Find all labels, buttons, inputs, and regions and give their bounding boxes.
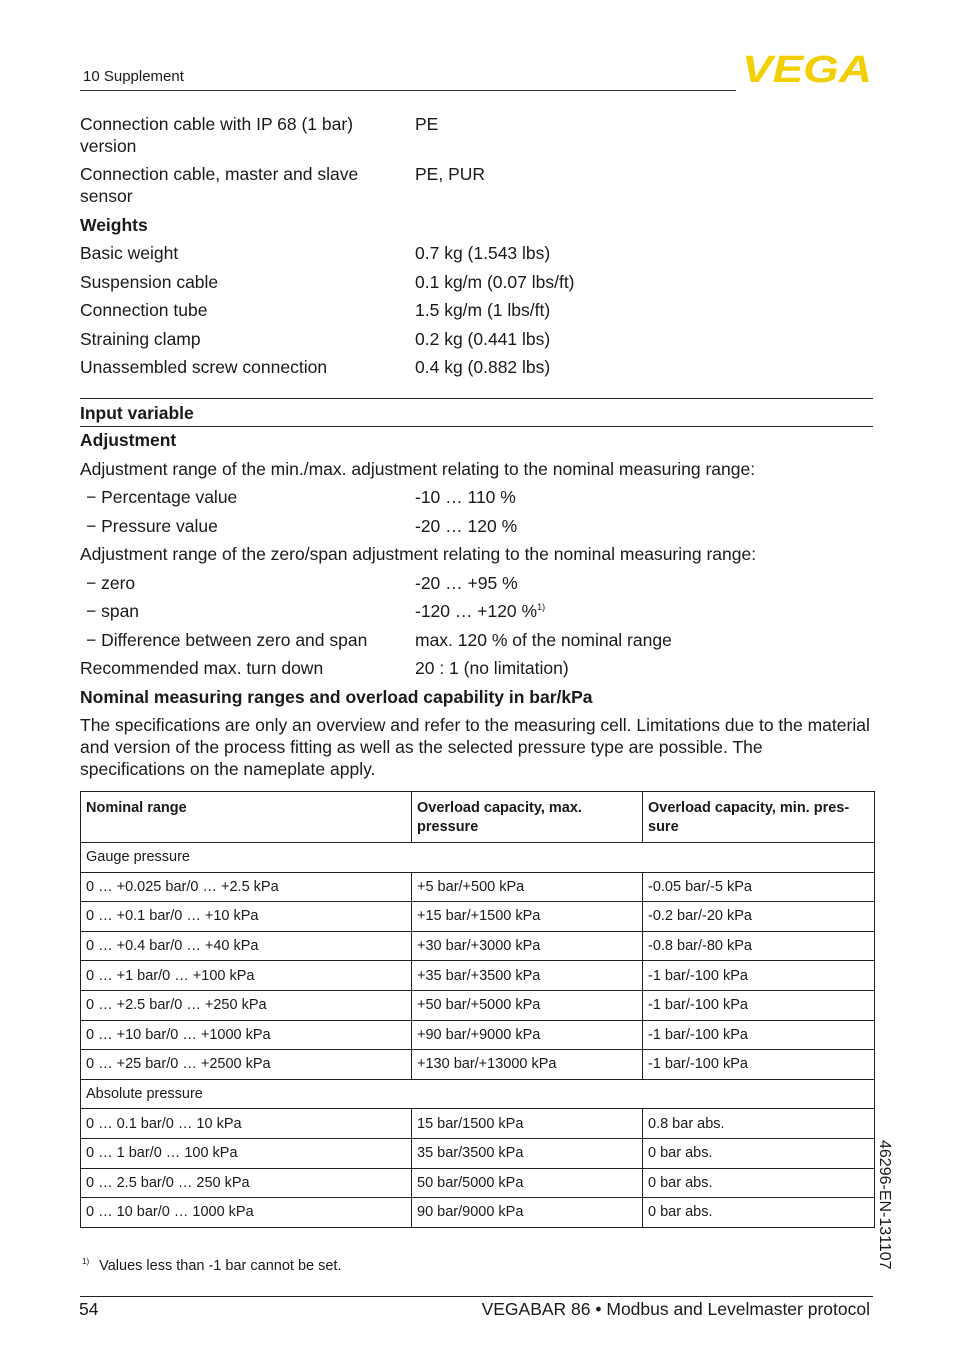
table-header-row bbox=[81, 792, 875, 843]
column-header-nominal-range: Nominal range bbox=[81, 792, 412, 843]
table-cell: 50 bar/5000 kPa bbox=[412, 1168, 643, 1198]
group-title-cell: Absolute pressure bbox=[81, 1079, 875, 1109]
table-cell: 0 … 0.1 bar/0 … 10 kPa bbox=[81, 1109, 412, 1139]
table-cell: 35 bar/3500 kPa bbox=[412, 1138, 643, 1168]
adjustment-heading: Adjustment bbox=[80, 430, 177, 450]
spec-label: − Difference between zero and span bbox=[86, 630, 368, 650]
table-group-row bbox=[81, 843, 875, 873]
svg-text:VEGA: VEGA bbox=[742, 52, 872, 84]
table-cell: +130 bar/+13000 kPa bbox=[412, 1050, 643, 1080]
input-variable-heading: Input variable bbox=[80, 403, 194, 423]
spec-value: 0.1 kg/m (0.07 lbs/ft) bbox=[415, 272, 575, 292]
spec-label: Connection tube bbox=[80, 300, 208, 320]
nominal-paragraph: The specifications are only an overview and refer to the measuring cell. Limitations due to the material and version of the process fitting as well as the selected pressure type are possible. The specifications on the nameplate apply. bbox=[80, 715, 870, 779]
table-row bbox=[81, 872, 875, 902]
overload-table bbox=[80, 791, 875, 1228]
table-row bbox=[81, 1198, 875, 1228]
footnote bbox=[82, 1257, 341, 1274]
table-cell: 90 bar/9000 kPa bbox=[412, 1198, 643, 1228]
spec-label: Straining clamp bbox=[80, 329, 201, 349]
table-cell: 0 … +0.1 bar/0 … +10 kPa bbox=[81, 902, 412, 932]
vega-logo bbox=[742, 52, 874, 84]
spec-label: − Percentage value bbox=[86, 487, 238, 507]
table-cell: 0 … +2.5 bar/0 … +250 kPa bbox=[81, 990, 412, 1020]
page-number: 54 bbox=[79, 1299, 99, 1319]
footer-divider bbox=[80, 1296, 873, 1297]
table-cell: 15 bar/1500 kPa bbox=[412, 1109, 643, 1139]
table-cell: 0 … +1 bar/0 … +100 kPa bbox=[81, 961, 412, 991]
spec-label: Unassembled screw connection bbox=[80, 357, 328, 377]
table-cell: -1 bar/-100 kPa bbox=[643, 1050, 875, 1080]
spec-value: 1.5 kg/m (1 lbs/ft) bbox=[415, 300, 551, 320]
footnote-mark: 1) bbox=[82, 1257, 90, 1266]
table-row bbox=[81, 1138, 875, 1168]
span-value-text: -120 … +120 % bbox=[415, 601, 538, 621]
table-cell: 0 … +10 bar/0 … +1000 kPa bbox=[81, 1020, 412, 1050]
spec-value: 0.2 kg (0.441 lbs) bbox=[415, 329, 551, 349]
document-code: 46296-EN-131107 bbox=[876, 1140, 893, 1270]
table-cell: +15 bar/+1500 kPa bbox=[412, 902, 643, 932]
table-cell: 0 bar abs. bbox=[643, 1168, 875, 1198]
adjustment-intro-zerospan: Adjustment range of the zero/span adjustment relating to the nominal measuring range: bbox=[80, 544, 757, 564]
spec-value: -10 … 110 % bbox=[415, 487, 516, 507]
table-cell: 0 … +0.025 bar/0 … +2.5 kPa bbox=[81, 872, 412, 902]
table-cell: -1 bar/-100 kPa bbox=[643, 1020, 875, 1050]
table-group-row bbox=[81, 1079, 875, 1109]
spec-label: − Pressure value bbox=[86, 516, 218, 536]
header-divider bbox=[80, 90, 736, 91]
section-divider-bottom bbox=[80, 426, 873, 427]
table-cell: +50 bar/+5000 kPa bbox=[412, 990, 643, 1020]
table-body bbox=[81, 843, 875, 1228]
table-cell: 0 … 10 bar/0 … 1000 kPa bbox=[81, 1198, 412, 1228]
table-cell: +90 bar/+9000 kPa bbox=[412, 1020, 643, 1050]
spec-label: Recommended max. turn down bbox=[80, 658, 324, 678]
column-header-overload-max: Overload capacity, max. pressure bbox=[412, 792, 643, 843]
footer-title: VEGABAR 86 • Modbus and Levelmaster protocol bbox=[481, 1299, 870, 1319]
spec-label: − zero bbox=[86, 573, 136, 593]
table-cell: 0.8 bar abs. bbox=[643, 1109, 875, 1139]
spec-value: -20 … 120 % bbox=[415, 516, 518, 536]
table-cell: -1 bar/-100 kPa bbox=[643, 961, 875, 991]
column-header-overload-min: Overload capacity, min. pres-sure bbox=[643, 792, 875, 843]
table-cell: 0 bar abs. bbox=[643, 1138, 875, 1168]
spec-value: 0.4 kg (0.882 lbs) bbox=[415, 357, 551, 377]
running-header: 10 Supplement bbox=[83, 68, 184, 85]
footnote-text: Values less than -1 bar cannot be set. bbox=[99, 1258, 342, 1274]
table-cell: -0.05 bar/-5 kPa bbox=[643, 872, 875, 902]
spec-value: max. 120 % of the nominal range bbox=[415, 630, 672, 650]
section-divider-top bbox=[80, 398, 873, 399]
spec-label: Basic weight bbox=[80, 243, 179, 263]
table-row bbox=[81, 990, 875, 1020]
nominal-heading: Nominal measuring ranges and overload capability in bar/kPa bbox=[80, 687, 593, 707]
table-cell: 0 … +25 bar/0 … +2500 kPa bbox=[81, 1050, 412, 1080]
table-cell: 0 … 2.5 bar/0 … 250 kPa bbox=[81, 1168, 412, 1198]
table-cell: -0.8 bar/-80 kPa bbox=[643, 931, 875, 961]
spec-value: -20 … +95 % bbox=[415, 573, 518, 593]
table-cell: -0.2 bar/-20 kPa bbox=[643, 902, 875, 932]
spec-value: 0.7 kg (1.543 lbs) bbox=[415, 243, 551, 263]
footnote-ref: 1) bbox=[537, 602, 546, 612]
spec-label: Connection cable with IP 68 (1 bar) version bbox=[80, 114, 354, 156]
group-title-cell: Gauge pressure bbox=[81, 843, 875, 873]
table-row bbox=[81, 1109, 875, 1139]
table-row bbox=[81, 961, 875, 991]
table-row bbox=[81, 931, 875, 961]
vega-logo-icon bbox=[742, 52, 874, 84]
spec-value: 20 : 1 (no limitation) bbox=[415, 658, 569, 678]
table-cell: 0 bar abs. bbox=[643, 1198, 875, 1228]
adjustment-intro-minmax: Adjustment range of the min./max. adjustment relating to the nominal measuring range: bbox=[80, 459, 756, 479]
spec-value bbox=[415, 600, 545, 622]
table-row bbox=[81, 1050, 875, 1080]
spec-label: Suspension cable bbox=[80, 272, 219, 292]
spec-value: PE, PUR bbox=[415, 164, 486, 184]
weights-heading: Weights bbox=[80, 215, 148, 235]
table-row bbox=[81, 902, 875, 932]
spec-value: PE bbox=[415, 114, 439, 134]
table-cell: 0 … +0.4 bar/0 … +40 kPa bbox=[81, 931, 412, 961]
table-cell: +35 bar/+3500 kPa bbox=[412, 961, 643, 991]
table-cell: +30 bar/+3000 kPa bbox=[412, 931, 643, 961]
table-row bbox=[81, 1020, 875, 1050]
spec-label: − span bbox=[86, 601, 140, 621]
table-cell: +5 bar/+500 kPa bbox=[412, 872, 643, 902]
table-row bbox=[81, 1168, 875, 1198]
spec-label: Connection cable, master and slave sensor bbox=[80, 164, 359, 206]
table-cell: 0 … 1 bar/0 … 100 kPa bbox=[81, 1138, 412, 1168]
table-cell: -1 bar/-100 kPa bbox=[643, 990, 875, 1020]
